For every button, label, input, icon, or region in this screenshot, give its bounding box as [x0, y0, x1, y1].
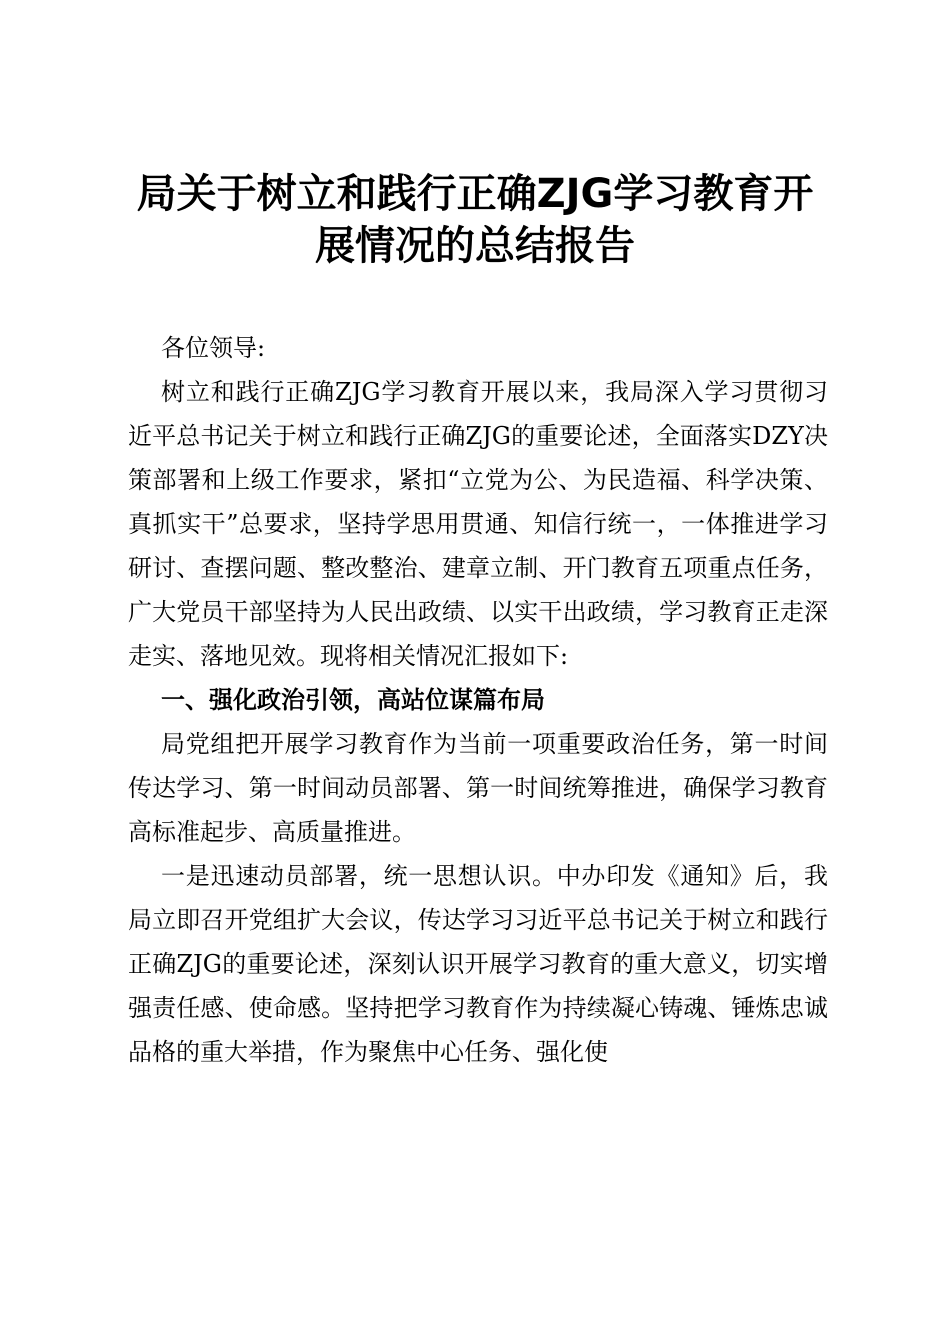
section-paragraph: 一是迅速动员部署，统一思想认识。中办印发《通知》后，我局立即召开党组扩大会议，传达学习习近平总书记关于树立和践行正确ZJG的重要论述，深刻认识开展学习教育的重大意义，切实增强责任感、使命感。坚持把学习教育作为持续凝心铸魂、锤炼忠诚品格的重大举措，作为聚焦中心任务、强化使	[128, 862, 828, 1066]
salutation: 各位领导:	[161, 334, 266, 362]
intro-paragraph: 树立和践行正确ZJG学习教育开展以来，我局深入学习贯彻习近平总书记关于树立和践行正确ZJG的重要论述，全面落实DZY决策部署和上级工作要求，紧扣“立党为公、为民造福、科学决策、真抓实干”总要求，坚持学思用贯通、知信行统一，一体推进学习研讨、查摆问题、整改整治、建章立制、开门教育五项重点任务，广大党员干部坚持为人民出政绩、以实干出政绩，学习教育正走深走实、落地见效。现将相关情况汇报如下:	[128, 378, 828, 670]
document-body	[128, 326, 828, 1074]
document-title	[100, 168, 850, 272]
section-heading: 一、强化政治引领，高站位谋篇布局	[161, 686, 545, 714]
section-paragraph: 局党组把开展学习教育作为当前一项重要政治任务，第一时间传达学习、第一时间动员部署、第一时间统筹推进，确保学习教育高标准起步、高质量推进。	[128, 730, 828, 846]
title-line-2: 展情况的总结报告	[315, 223, 635, 269]
title-line-1: 局关于树立和践行正确ZJG学习教育开	[136, 171, 814, 217]
